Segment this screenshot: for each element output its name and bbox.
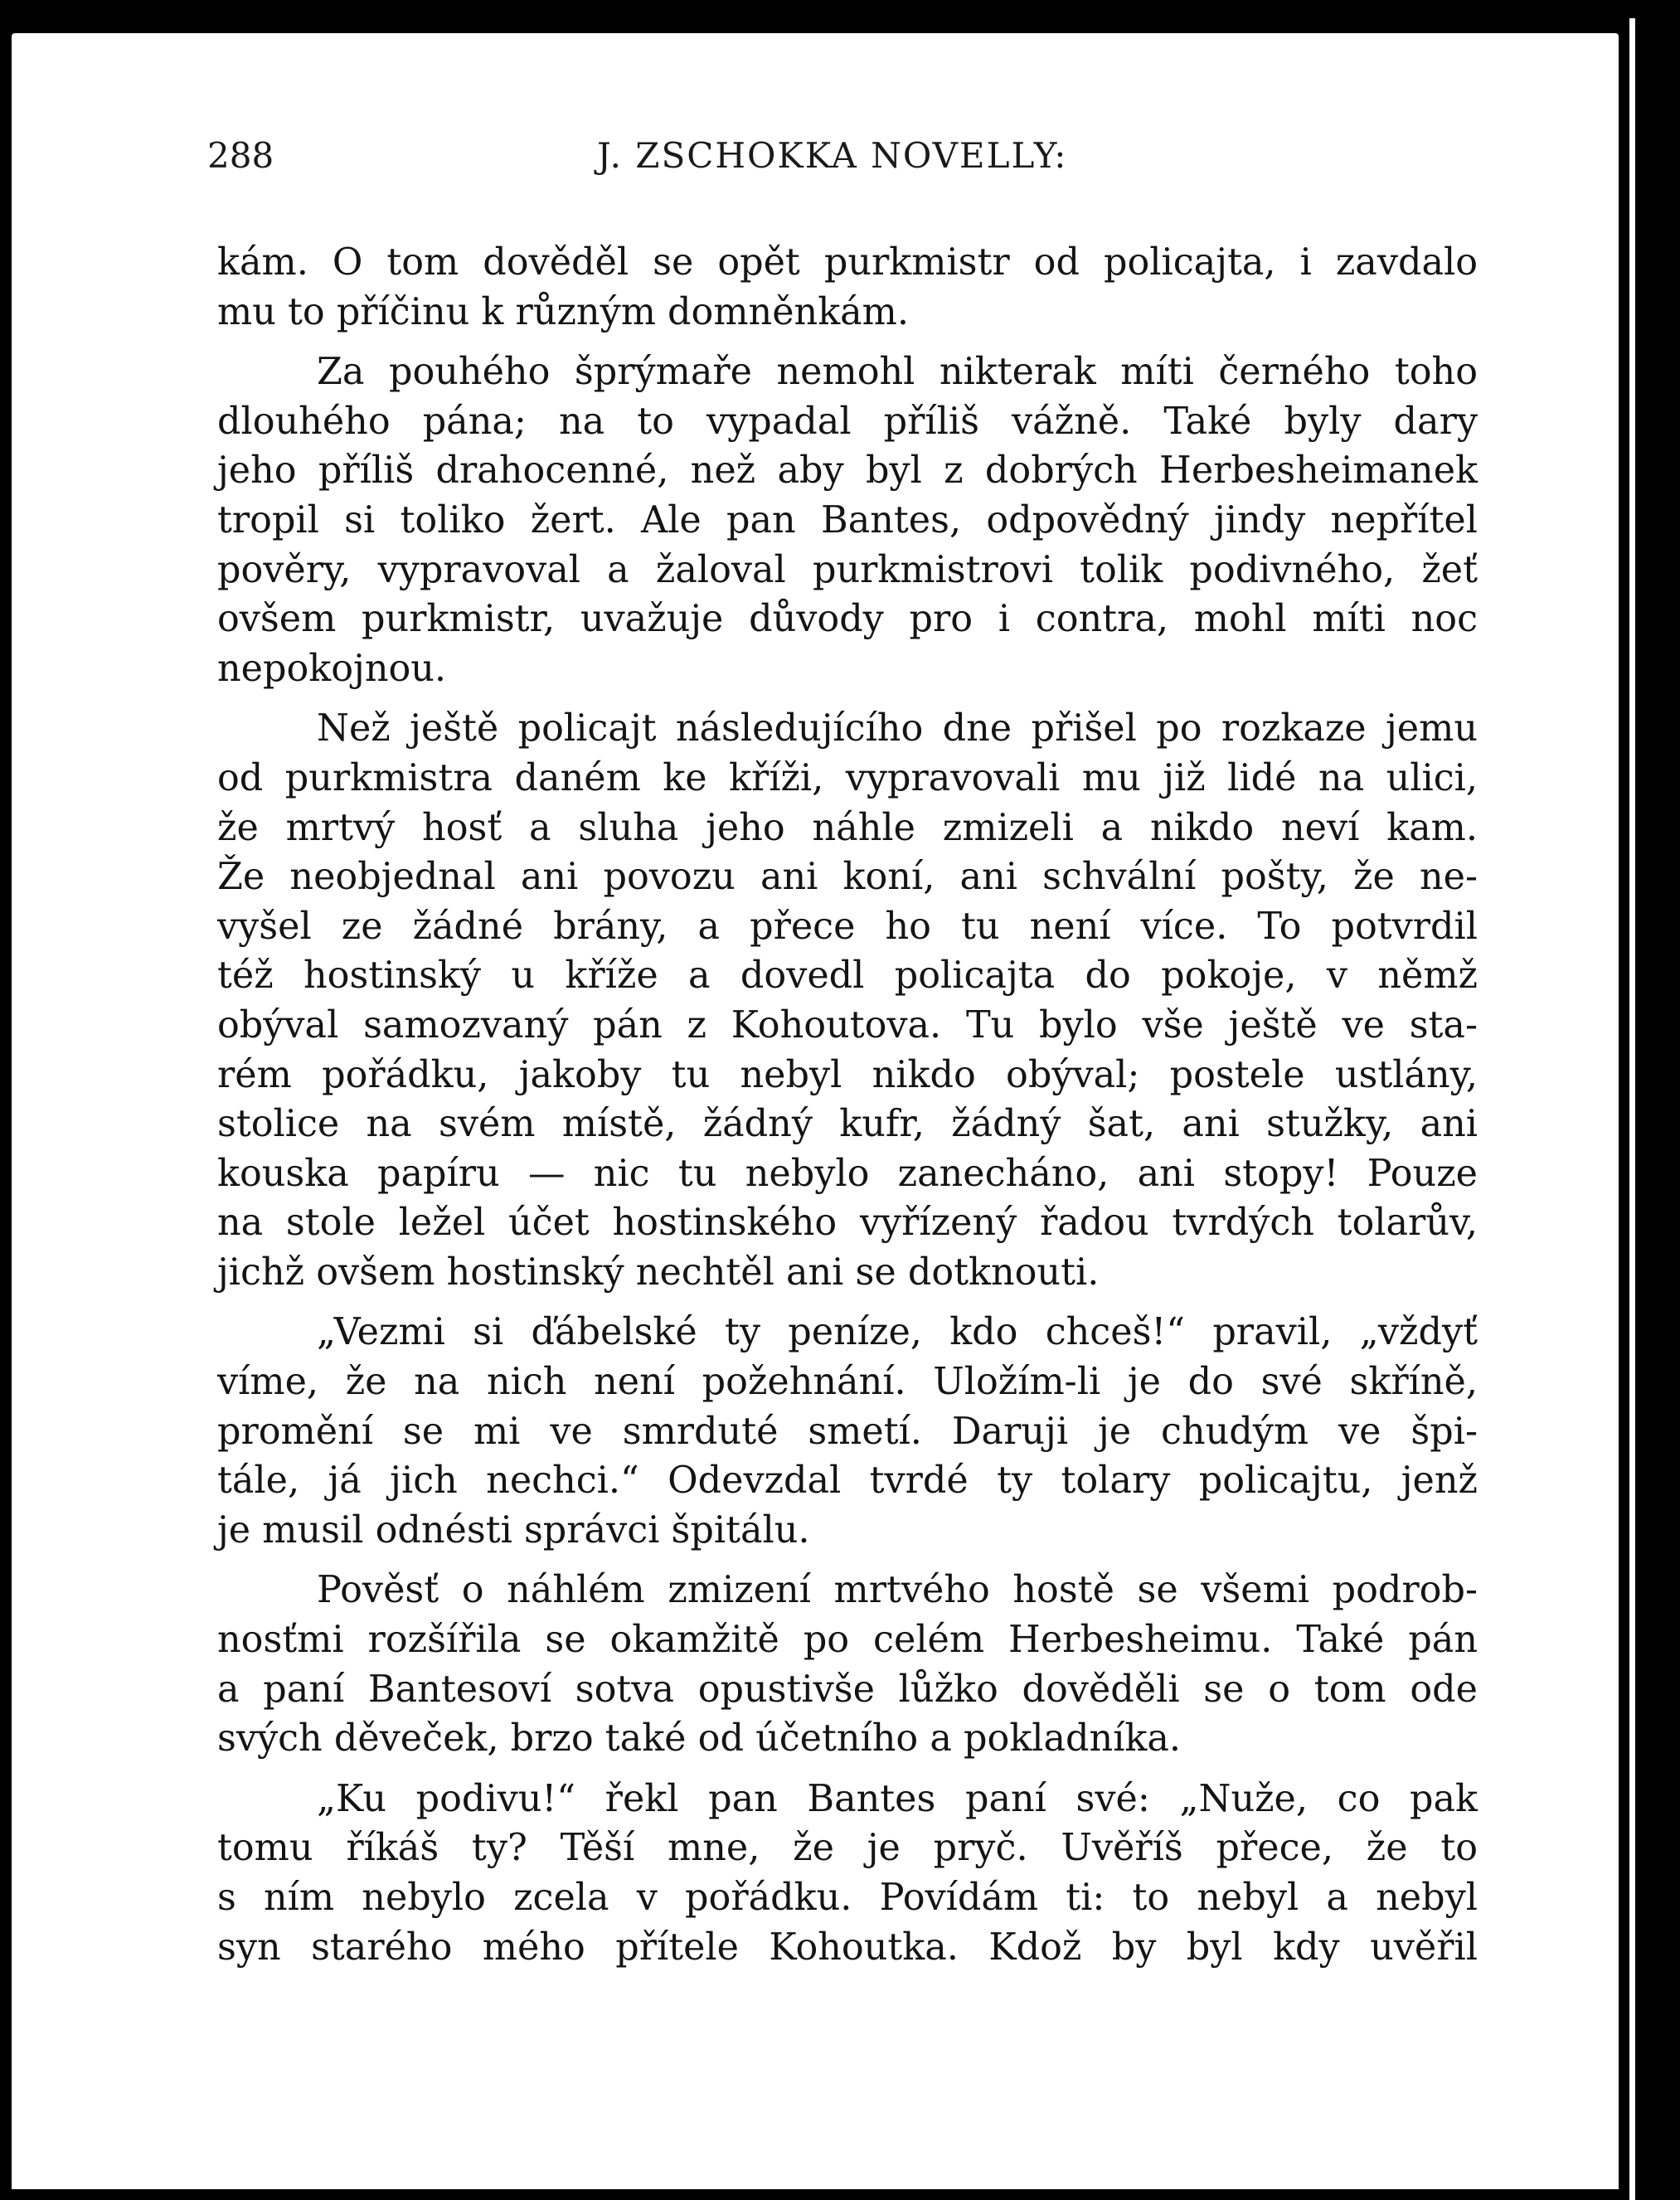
text-line: na stole ležel účet hostinského vyřízený řadou tvrdých tolarův, xyxy=(217,1202,1478,1245)
paragraph xyxy=(217,1775,1478,1972)
text-line: nepokojnou. xyxy=(217,647,447,690)
paragraph xyxy=(217,704,1478,1297)
text-line: je musil odnésti správci špitálu. xyxy=(217,1508,810,1552)
text-line: jichž ovšem hostinský nechtěl ani se dotknouti. xyxy=(217,1251,1100,1294)
text-line: víme, že na nich není požehnání. Uložím-li je do své skříně, xyxy=(217,1361,1478,1404)
text-line: rém pořádku, jakoby tu nebyl nikdo obýval; postele ustlány, xyxy=(217,1053,1478,1096)
text-line: stolice na svém místě, žádný kufr, žádný šat, ani stužky, ani xyxy=(217,1103,1478,1146)
paragraph xyxy=(217,238,1478,337)
running-title: J. ZSCHOKKA NOVELLY: xyxy=(597,135,1068,176)
text-line: obýval samozvaný pán z Kohoutova. Tu bylo vše ještě ve sta- xyxy=(217,1003,1478,1047)
text-line: syn starého mého přítele Kohoutka. Kdož by byl kdy uvěřil xyxy=(217,1926,1478,1969)
text-line: tomu říkáš ty? Těší mne, že je pryč. Uvěříš přece, že to xyxy=(217,1827,1478,1870)
paragraph xyxy=(217,1566,1478,1763)
text-line: „Vezmi si ďábelské ty peníze, kdo chceš!“ pravil, „vždyť xyxy=(317,1311,1478,1354)
text-line: svých děveček, brzo také od účetního a pokladníka. xyxy=(217,1717,1182,1760)
text-line: vyšel ze žádné brány, a přece ho tu není více. To potvrdil xyxy=(217,905,1478,948)
text-line: Než ještě policajt následujícího dne přišel po rozkaze jemu xyxy=(317,707,1478,750)
text-line: Pověsť o náhlém zmizení mrtvého hostě se všemi podrob- xyxy=(317,1569,1478,1612)
text-line: nosťmi rozšířila se okamžitě po celém Herbesheimu. Také pán xyxy=(217,1619,1478,1662)
text-line: od purkmistra daném ke kříži, vypravovali mu již lidé na ulici, xyxy=(217,756,1478,799)
scan-edge-rule xyxy=(1629,18,1635,2200)
text-line: a paní Bantesoví sotva opustivše lůžko dověděli se o tom ode xyxy=(217,1668,1478,1711)
page-header xyxy=(207,131,1116,181)
text-line: „Ku podivu!“ řekl pan Bantes paní své: „Nuže, co pak xyxy=(317,1777,1478,1820)
text-line: že mrtvý hosť a sluha jeho náhle zmizeli a nikdo neví kam. xyxy=(217,806,1478,849)
text-line: tále, já jich nechci.“ Odevzdal tvrdé ty tolary policajtu, jenž xyxy=(217,1459,1478,1503)
text-line: dlouhého pána; na to vypadal příliš vážně. Také byly dary xyxy=(217,400,1478,443)
paragraph xyxy=(217,347,1478,693)
text-line: tropil si toliko žert. Ale pan Bantes, odpovědný jindy nepřítel xyxy=(217,498,1478,542)
text-line: kouska papíru — nic tu nebylo zanecháno, ani stopy! Pouze xyxy=(217,1152,1478,1195)
text-line: jeho příliš drahocenné, než aby byl z dobrých Herbesheimanek xyxy=(217,449,1478,493)
text-line: s ním nebylo zcela v pořádku. Povídám ti: to nebyl a nebyl xyxy=(217,1877,1478,1919)
text-line: Že neobjednal ani povozu ani koní, ani schvální pošty, že ne- xyxy=(217,856,1478,899)
text-line: též hostinský u kříže a dovedl policajta do pokoje, v němž xyxy=(217,954,1478,998)
paragraph xyxy=(217,1308,1478,1555)
text-line: ovšem purkmistr, uvažuje důvody pro i contra, mohl míti noc xyxy=(217,598,1478,641)
body-text xyxy=(217,238,1478,1972)
text-line: pověry, vypravoval a žaloval purkmistrovi tolik podivného, žeť xyxy=(217,548,1478,591)
text-line: promění se mi ve smrduté smetí. Daruji je chudým ve špi- xyxy=(217,1410,1478,1453)
text-line: mu to příčinu k různým domněnkám. xyxy=(217,290,910,333)
text-line: kám. O tom dověděl se opět purkmistr od policajta, i zavdalo xyxy=(217,241,1478,284)
text-line: Za pouhého šprýmaře nemohl nikterak míti černého toho xyxy=(317,351,1478,394)
page-number: 288 xyxy=(207,135,274,176)
